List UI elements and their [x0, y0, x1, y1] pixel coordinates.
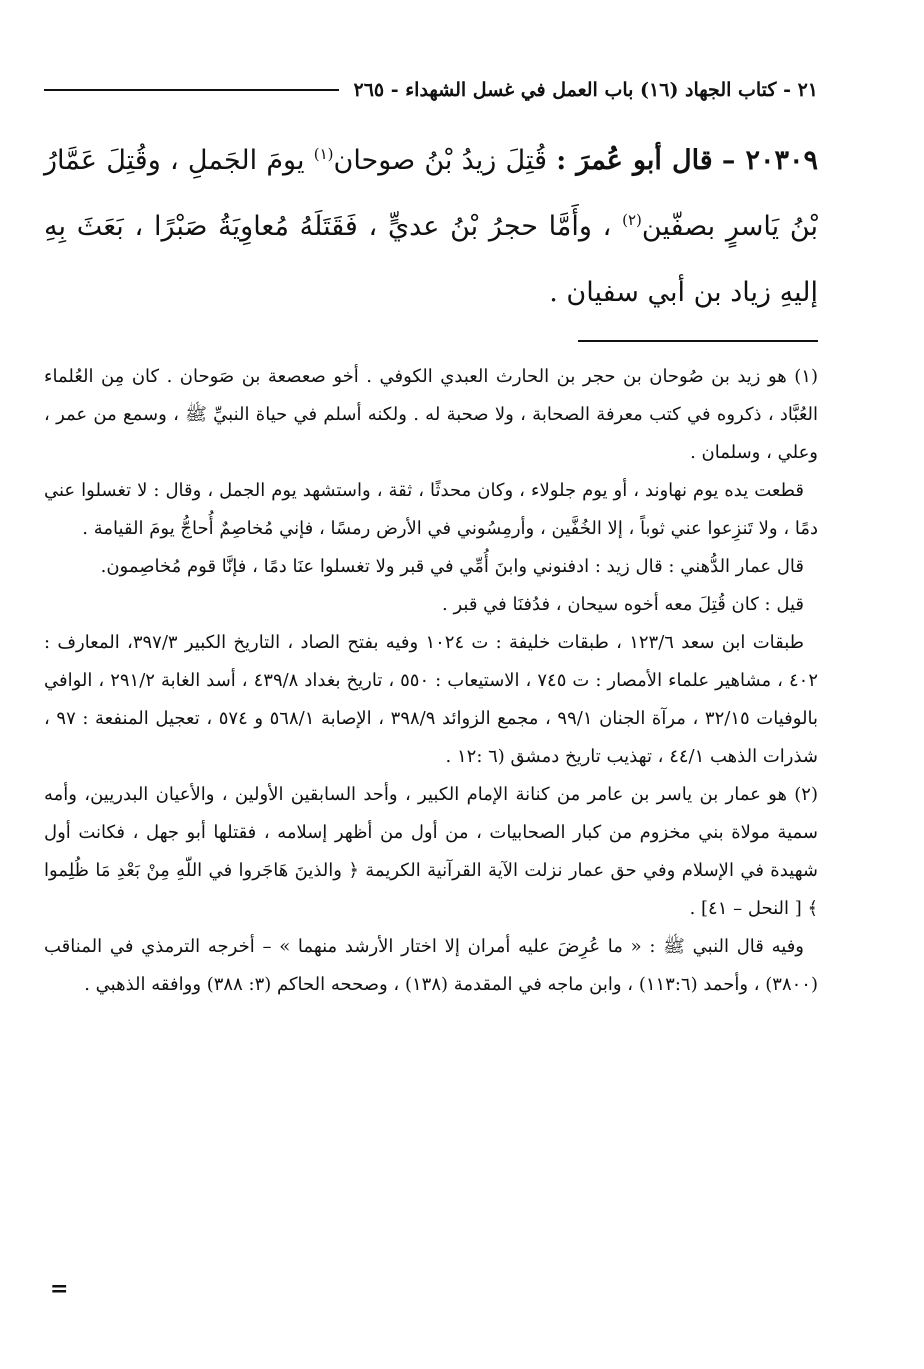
hadith-text [44, 128, 818, 326]
footnote-2-para-2: وفيه قال النبي ﷺ : « ما عُرِضَ عليه أمران إلا اختار الأرشد منهما » – أخرجه الترمذي في المناقب (٣٨٠٠) ، وأحمد (١١٣:٦) ، وابن ماجه في المقدمة (١٣٨) ، وصححه الحاكم (٣: ٣٨٨) ووافقه الذهبي . [44, 936, 818, 995]
footnotes [44, 358, 818, 1004]
footnote-1-sources: طبقات ابن سعد ١٢٣/٦ ، طبقات خليفة : ت ١٠٢٤ وفيه بفتح الصاد ، التاريخ الكبير ٣٩٧/٣، المعارف : ٤٠٢ ، مشاهير علماء الأمصار : ت ٧٤٥ ، الاستيعاب : ٥٥٠ ، تاريخ بغداد ٤٣٩/٨ ، أسد الغابة ٢٩١/٢ ، الوافي بالوفيات ٣٢/١٥ ، مرآة الجنان ٩٩/١ ، مجمع الزوائد ٣٩٨/٩ ، الإصابة ٥٦٨/١ و ٥٧٤ ، تعجيل المنفعة : ٩٧ ، شذرات الذهب ٤٤/١ ، تهذيب تاريخ دمشق (٦ :١٢ . [44, 632, 819, 767]
hadith-part-1: قُتِلَ زيدُ بْنُ صوحان [333, 145, 548, 176]
footnote-1-para-4: قيل : كان قُتِلَ معه أخوه سيحان ، فدُفنَا في قبر . [442, 594, 804, 615]
footnote-1-para-3: قال عمار الدُّهني : قال زيد : ادفنوني وابنَ أُمِّي في قبر ولا تغسلوا عنَا دمًا ، فإنَّا قوم مُخاصِمون. [100, 556, 804, 577]
footnote-2-para-1: (٢) هو عمار بن ياسر بن عامر من كنانة الإمام الكبير ، وأحد السابقين الأولين ، والأعيان البدريين، وأمه سمية مولاة بني مخزوم من كبار الصحابيات ، من أول من أظهر إسلامه ، فقتلها أبو جهل ، فكانت أول شهيدة في الإسلام وفي حق عمار نزلت الآية القرآنية الكريمة ﴿ والذينَ هَاجَروا في اللّهِ مِنْ بَعْدِ مَا ظُلِموا ﴾ [ النحل – ٤١] . [44, 784, 818, 919]
footnote-ref-1[interactable]: (١) [313, 145, 334, 163]
running-head-text: ٢١ - كتاب الجهاد (١٦) باب العمل في غسل الشهداء - ٢٦٥ [353, 79, 818, 101]
footnote-ref-2[interactable]: (٢) [622, 211, 642, 229]
hadith-number: ٢٠٣٠٩ – [721, 145, 818, 176]
hadith-part-3: ، وأَمَّا حجرُ بْنُ عديٍّ ، فَقَتَلَهُ مُعاوِيَةُ صَبْرًا ، بَعَثَ بِهِ إليهِ زياد بن أبي سفيان . [44, 211, 818, 308]
hadith-part-2: يومَ الجَملِ ، وقُتِلَ عَمَّارُ بْنُ يَاسرٍ بصفّين [44, 145, 818, 242]
hadith-speaker: قال أبو عُمرَ : [556, 145, 713, 176]
running-head-rule [44, 89, 339, 91]
footnote-2 [44, 776, 818, 1004]
continuation-mark: = [50, 1276, 69, 1302]
footnote-1-para-1: (١) هو زيد بن صُوحان بن حجر بن الحارث العبدي الكوفي . أخو صعصعة بن صَوحان . كان مِن العُلماء العُبَّاد ، ذكروه في كتب معرفة الصحابة ، ولا صحبة له . ولكنه أسلم في حياة النبيِّ ﷺ ، وسمع من عمر ، وعلي ، وسلمان . [44, 366, 818, 463]
footnote-1-para-2: قطعت يده يوم نهاوند ، أو يوم جلولاء ، وكان محدثًا ، ثقة ، واستشهد يوم الجمل ، وقال : لا تغسلوا عني دمًا ، ولا تَنزِعوا عني ثوباً ، إلا الخُفَّين ، وأرمِسُوني في الأرض رمسًا ، فإني مُخاصِمٌ أُحاجُّ يومَ القيامة . [44, 480, 818, 539]
footnote-separator [578, 340, 818, 342]
book-page [44, 70, 818, 1310]
running-head [44, 70, 818, 110]
footnote-1 [44, 358, 818, 776]
